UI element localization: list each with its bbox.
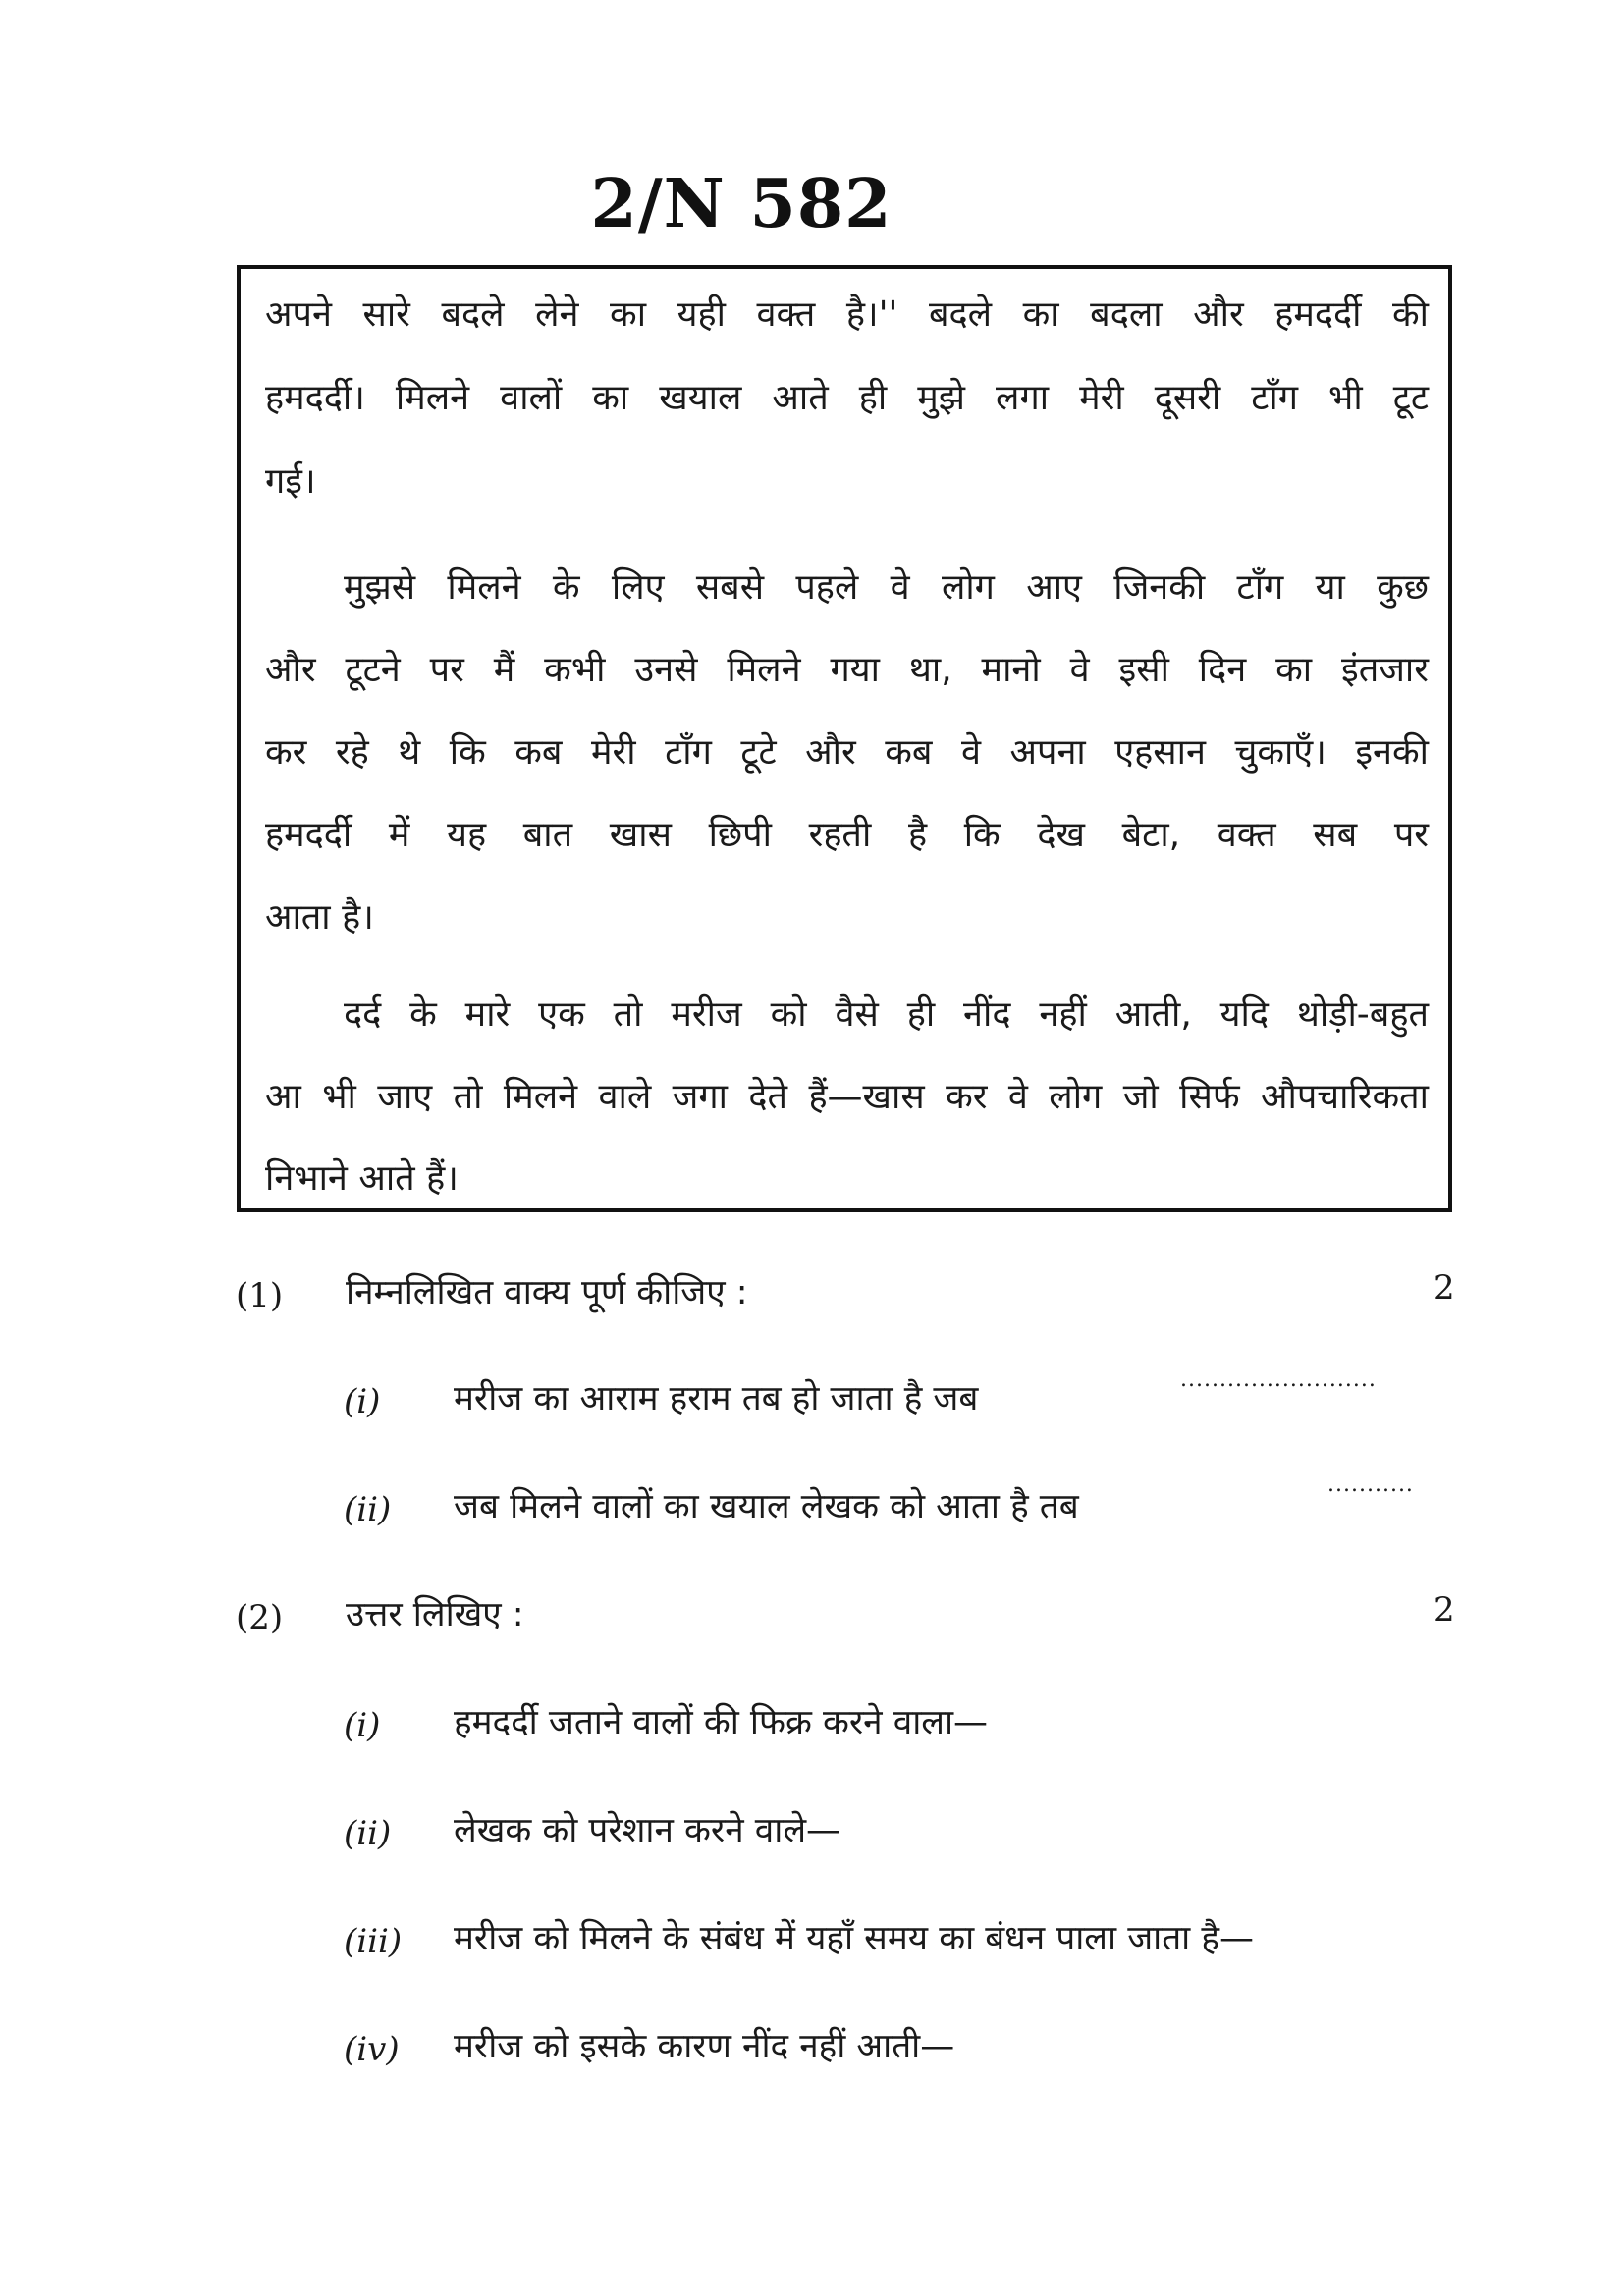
question-number: (1) (236, 1276, 284, 1315)
sub-question-label: (ii) (344, 1490, 392, 1529)
passage-line: हमदर्दी। मिलने वालों का खयाल आते ही मुझे लगा मेरी दूसरी टाँग भी टूट (265, 378, 1429, 418)
passage-line: हमदर्दी में यह बात खास छिपी रहती है कि देख बेटा, वक्त सब पर (265, 815, 1429, 855)
sub-question-text: लेखक को परेशान करने वाले— (454, 1811, 841, 1850)
passage-box (237, 265, 1452, 1212)
sub-question-label: (i) (344, 1706, 381, 1745)
sub-question-text: मरीज को मिलने के संबंध में यहाँ समय का बंधन पाला जाता है— (454, 1919, 1254, 1958)
sub-question-text: मरीज को इसके कारण नींद नहीं आती— (454, 2027, 955, 2066)
page-code: 2/N 582 (590, 165, 893, 243)
answer-blank: ........... (1327, 1472, 1414, 1497)
question-number: (2) (236, 1598, 284, 1637)
question-text: उत्तर लिखिए : (346, 1595, 524, 1634)
passage-line: दर्द के मारे एक तो मरीज को वैसे ही नींद नहीं आती, यदि थोड़ी-बहुत (344, 994, 1429, 1035)
answer-blank: ......................... (1180, 1367, 1377, 1392)
sub-question-label: (iii) (344, 1922, 403, 1961)
passage-line: अपने सारे बदले लेने का यही वक्त है।'' बदले का बदला और हमदर्दी की (265, 294, 1429, 335)
sub-question-text: हमदर्दी जताने वालों की फिक्र करने वाला— (454, 1703, 989, 1742)
passage-line: गई। (265, 461, 316, 502)
sub-question-label: (ii) (344, 1814, 392, 1853)
question-marks: 2 (1434, 1268, 1455, 1308)
passage-line: कर रहे थे कि कब मेरी टाँग टूटे और कब वे अपना एहसान चुकाएँ। इनकी (265, 732, 1429, 773)
sub-question-label: (iv) (344, 2030, 400, 2069)
sub-question-text: जब मिलने वालों का खयाल लेखक को आता है तब (454, 1487, 1079, 1526)
question-marks: 2 (1434, 1590, 1455, 1629)
sub-question-label: (i) (344, 1382, 381, 1421)
passage-line: आता है। (265, 897, 374, 937)
passage-line: और टूटने पर मैं कभी उनसे मिलने गया था, मानो वे इसी दिन का इंतजार (265, 650, 1429, 690)
sub-question-text: मरीज का आराम हराम तब हो जाता है जब (454, 1379, 979, 1418)
passage-line: निभाने आते हैं। (265, 1158, 459, 1199)
question-text: निम्नलिखित वाक्य पूर्ण कीजिए : (346, 1273, 748, 1312)
passage-line: आ भी जाए तो मिलने वाले जगा देते हैं—खास कर वे लोग जो सिर्फ औपचारिकता (265, 1077, 1429, 1117)
passage-line: मुझसे मिलने के लिए सबसे पहले वे लोग आए जिनकी टाँग या कुछ (344, 567, 1429, 608)
